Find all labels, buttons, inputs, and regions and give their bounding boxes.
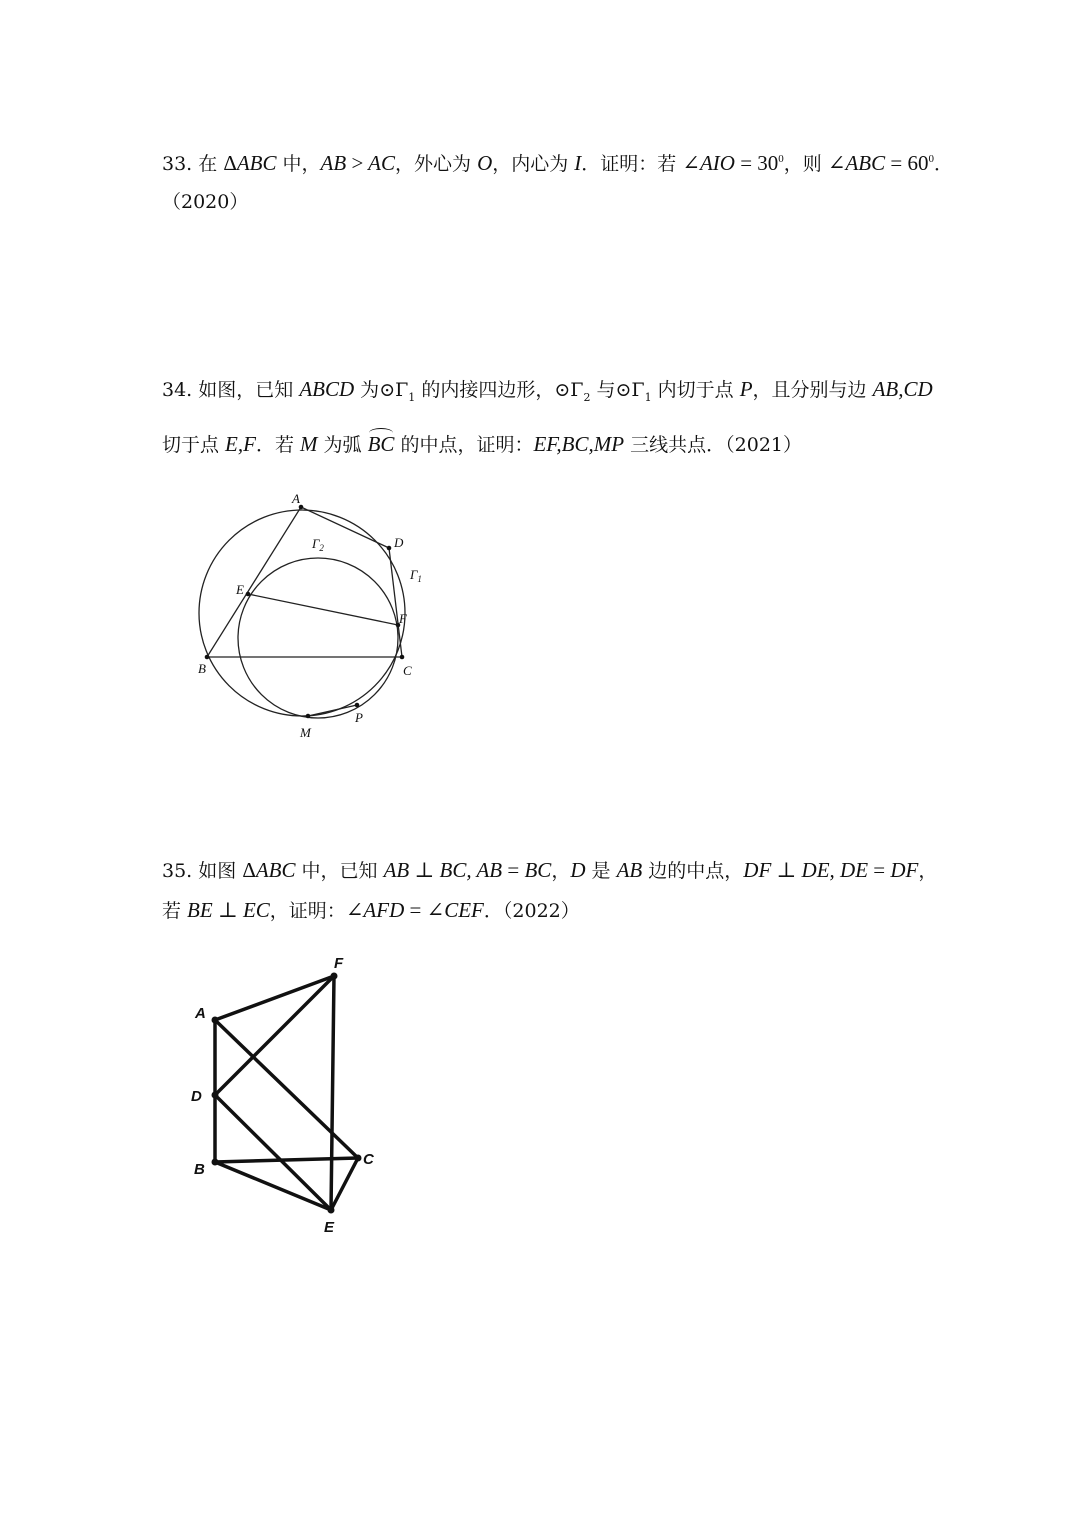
label-D: D (191, 1088, 202, 1105)
point-C (355, 1155, 362, 1162)
problem-34-line-2: 切于点 E,F．若 M 为弧 BC 的中点，证明：EF,BC,MP 三线共点．（2021） (162, 432, 802, 456)
label-C: C (363, 1151, 374, 1168)
label-D: D (394, 535, 404, 550)
label-E: E (236, 582, 244, 597)
problem-35-line-1: 35. 如图 ΔABC 中，已知 AB ⊥ BC, AB = BC，D 是 AB 边的中点，DF ⊥ DE, DE = DF， (162, 858, 938, 882)
label-C: C (403, 663, 412, 678)
problem-34-year: （2021） (725, 434, 802, 456)
label-A: A (195, 1005, 206, 1022)
point-B (212, 1159, 219, 1166)
label-E: E (324, 1219, 335, 1236)
segment-BC (215, 1158, 358, 1162)
label-M: M (300, 725, 311, 740)
problem-33-number: 33. (162, 153, 193, 175)
problem-33-text: 在 ΔABC 中，AB > AC，外心为 O，内心为 I．证明：若 ∠AIO = $30^0$，则 ∠ABC = $60^0$． (198, 151, 953, 175)
segment-AC (215, 1020, 358, 1158)
point-F (331, 973, 338, 980)
label-A: A (292, 491, 300, 506)
point-A (212, 1017, 219, 1024)
problem-35-year: （2022） (502, 900, 580, 922)
segment-CE (331, 1158, 358, 1210)
label-gamma-2: $\Gamma_2$ (312, 536, 324, 553)
label-gamma-1: $\Gamma_1$ (410, 567, 422, 584)
label-F: F (334, 955, 344, 972)
segment-BE (215, 1162, 331, 1210)
problem-34-number: 34. (162, 379, 193, 401)
segment-AF (215, 976, 334, 1020)
label-B: B (198, 661, 206, 676)
problem-35-line-2: 若 BE ⊥ EC，证明：∠AFD = ∠CEF．（2022） (162, 898, 580, 922)
segment-DE (215, 1095, 331, 1210)
problem-34-line-1: 34. 如图，已知 ABCD 为$⊙\Gamma_1$ 的内接四边形，$⊙\Gamma_2$ 与$⊙\Gamma_1$ 内切于点 P，且分别与边 AB,CD (162, 377, 933, 404)
segment-FE (331, 976, 334, 1210)
label-F: F (399, 611, 407, 626)
problem-33-year: （2020） (162, 191, 249, 213)
label-B: B (194, 1161, 205, 1178)
point-D (212, 1092, 219, 1099)
problem-35-number: 35. (162, 860, 193, 882)
point-E (328, 1207, 335, 1214)
label-P: P (355, 710, 363, 725)
